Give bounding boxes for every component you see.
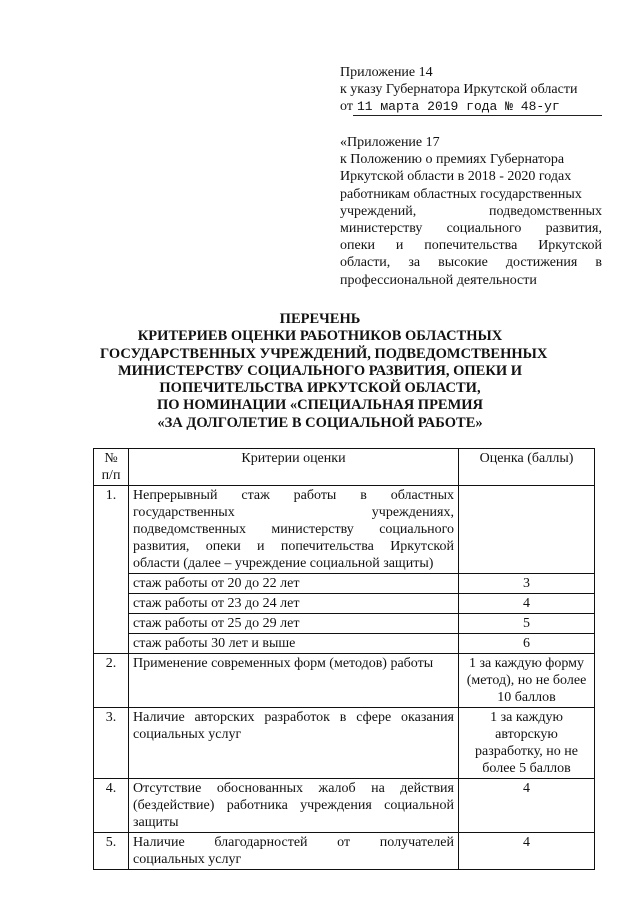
table-row [94,486,595,574]
row-criteria [129,486,459,574]
header-number [94,449,129,486]
appendix17-line: области, за высокие достижения в [340,255,602,271]
criteria-line: Непрерывный стаж работы в областных [133,488,454,503]
subrow-criteria: стаж работы от 23 до 24 лет [129,594,459,614]
table-header-row [94,449,595,486]
row-criteria [129,779,459,833]
appendix17-line: к Положению о премиях Губернатора [340,152,565,168]
criteria-line: государственных учреждениях, [133,505,454,520]
score-line: 4 [523,781,530,796]
row-score [459,779,595,833]
header-criteria: Критерии оценки [129,449,459,486]
score-line: 1 за каждую [490,710,563,725]
row-criteria [129,654,459,708]
decree-from-label: от [340,99,353,114]
subrow-criteria: стаж работы 30 лет и выше [129,634,459,654]
subrow-criteria: стаж работы от 25 до 29 лет [129,614,459,634]
criteria-line: Наличие авторских разработок в сфере оказания [133,710,454,725]
table-subrow [94,614,595,634]
title-line: ПО НОМИНАЦИИ «СПЕЦИАЛЬНАЯ ПРЕМИЯ [156,397,484,414]
title-line: КРИТЕРИЕВ ОЦЕНКИ РАБОТНИКОВ ОБЛАСТНЫХ [137,328,503,345]
row-number: 1. [94,486,129,654]
appendix17-line: опеки и попечительства Иркутской [340,238,602,254]
appendix-number: Приложение 14 [340,65,433,80]
criteria-table [93,448,595,870]
row-number: 3. [94,708,129,779]
subrow-score: 3 [459,574,595,594]
criteria-line: защиты [133,815,179,830]
row-criteria [129,833,459,870]
row-number: 5. [94,833,129,870]
appendix17-line: профессиональной деятельности [340,272,537,288]
header-number-symbol: № [104,451,118,466]
appendix17-line: учреждений, подведомственных [340,203,602,219]
criteria-line: Отсутствие обоснованных жалоб на действия [133,781,454,796]
table-row [94,708,595,779]
table-subrow [94,594,595,614]
score-line: (метод), но не более [466,673,587,688]
table-row [94,833,595,870]
appendix17-block [340,134,602,289]
title-line: МИНИСТЕРСТВУ СОЦИАЛЬНОГО РАЗВИТИЯ, ОПЕКИ И [117,362,523,379]
table-row [94,779,595,833]
title-line: ПЕРЕЧЕНЬ [279,311,361,327]
score-line: разработку, но не [475,744,578,759]
decree-date-line [340,98,602,116]
appendix-decree-reference: к указу Губернатора Иркутской области [340,82,578,97]
title-line: ПОПЕЧИТЕЛЬСТВА ИРКУТСКОЙ ОБЛАСТИ, [159,380,481,397]
subrow-score: 6 [459,634,595,654]
score-line: 4 [523,835,530,850]
title-line: ГОСУДАРСТВЕННЫХ УЧРЕЖДЕНИЙ, ПОДВЕДОМСТВЕННЫХ [100,345,548,362]
header-score: Оценка (баллы) [459,449,595,486]
table-subrow [94,574,595,594]
row-number: 2. [94,654,129,708]
row-score [459,654,595,708]
criteria-line: Наличие благодарностей от получателей [133,835,454,850]
criteria-line: социальных услуг [133,852,242,867]
criteria-line: Применение современных форм (методов) работы [133,656,434,671]
subrow-score: 4 [459,594,595,614]
appendix17-line: работникам областных государственных [340,186,582,202]
row-number: 4. [94,779,129,833]
criteria-line: социальных услуг [133,727,242,742]
score-line: 10 баллов [497,690,556,705]
table-subrow [94,634,595,654]
row-score [459,708,595,779]
criteria-line: (бездействие) работника учреждения социальной [133,798,454,813]
table-row [94,654,595,708]
criteria-line: развития, опеки и попечительства Иркутской [133,539,454,554]
header-number-pp: п/п [101,468,121,483]
subrow-criteria: стаж работы от 20 до 22 лет [129,574,459,594]
appendix-header [340,64,602,116]
subrow-score: 5 [459,614,595,634]
criteria-line: области (далее – учреждение социальной защиты) [133,556,434,571]
score-line: авторскую [495,727,558,742]
row-score [459,833,595,870]
score-line: более 5 баллов [482,761,571,776]
criteria-line: подведомственных министерству социального [133,522,454,537]
appendix17-title: «Приложение 17 [340,135,440,150]
appendix17-line: министерству социального развития, [340,221,602,237]
decree-date-number: 11 марта 2019 года № 48-уг [353,98,602,116]
document-title [100,311,548,432]
appendix17-line: Иркутской области в 2018 - 2020 годах [340,169,572,185]
title-line: «ЗА ДОЛГОЛЕТИЕ В СОЦИАЛЬНОЙ РАБОТЕ» [157,414,483,431]
score-line: 1 за каждую форму [468,656,585,671]
row-criteria [129,708,459,779]
row-score [459,486,595,574]
